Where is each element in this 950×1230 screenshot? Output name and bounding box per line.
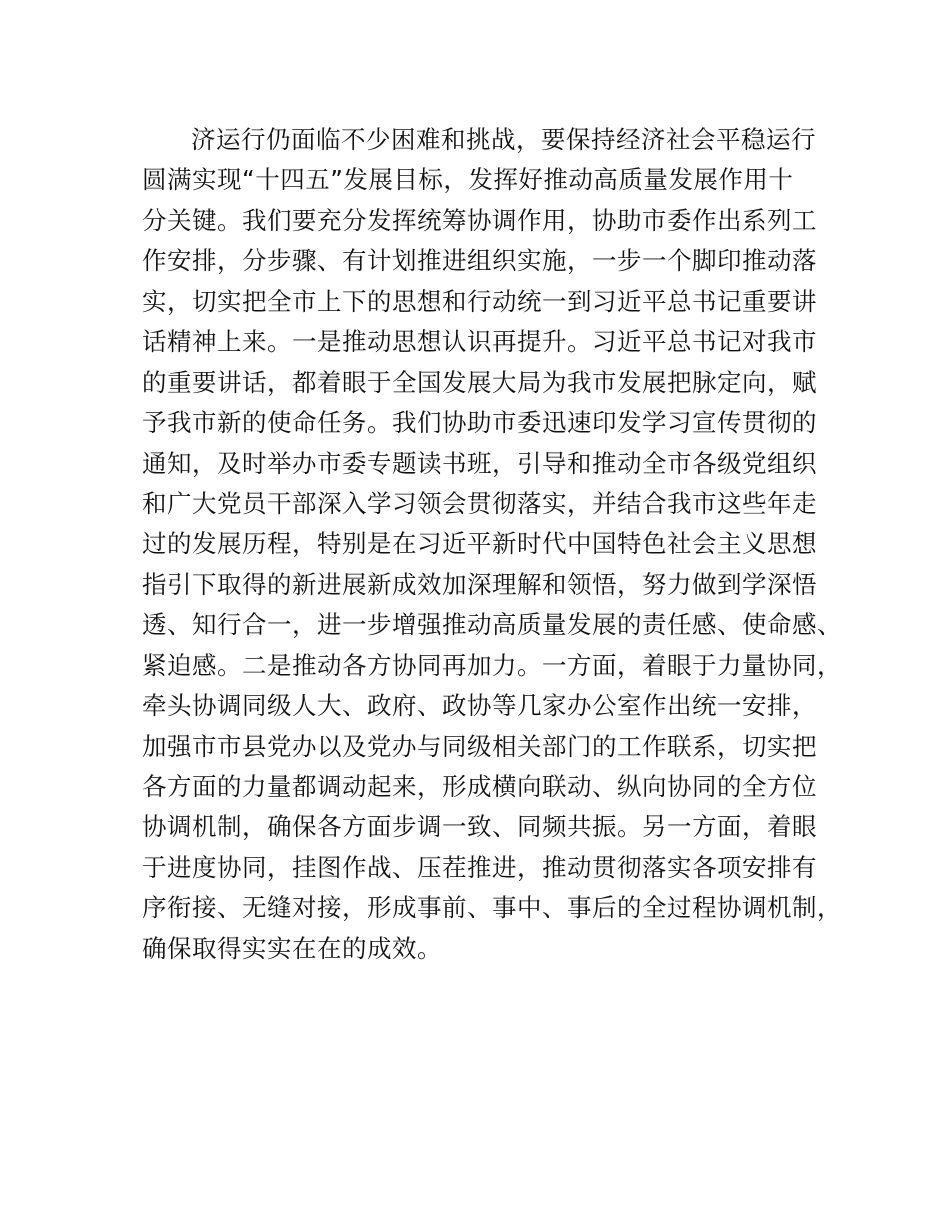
paragraph-line: 通知，及时举办市委专题读书班，引导和推动全市各级党组织 — [142, 448, 817, 478]
body-paragraph — [142, 120, 842, 969]
paragraph-line: 分关键。我们要充分发挥统筹协调作用，协助市委作出系列工 — [142, 205, 817, 235]
paragraph-line: 透、知行合一，进一步增强推动高质量发展的责任感、使命感、 — [142, 610, 842, 640]
paragraph-line: 话精神上来。一是推动思想认识再提升。习近平总书记对我市 — [142, 327, 817, 357]
paragraph-line: 的重要讲话，都着眼于全国发展大局为我市发展把脉定向，赋 — [142, 367, 817, 397]
paragraph-line: 作安排，分步骤、有计划推进组织实施，一步一个脚印推动落 — [142, 246, 817, 276]
paragraph-line: 过的发展历程，特别是在习近平新时代中国特色社会主义思想 — [142, 529, 817, 559]
paragraph-line: 和广大党员干部深入学习领会贯彻落实，并结合我市这些年走 — [142, 488, 817, 518]
paragraph-line: 序衔接、无缝对接，形成事前、事中、事后的全过程协调机制， — [142, 893, 842, 923]
paragraph-line: 于进度协同，挂图作战、压茬推进，推动贯彻落实各项安排有 — [142, 852, 817, 882]
paragraph-line: 牵头协调同级人大、政府、政协等几家办公室作出统一安排， — [142, 691, 817, 721]
paragraph-line: 实，切实把全市上下的思想和行动统一到习近平总书记重要讲 — [142, 286, 817, 316]
paragraph-line: 确保取得实实在在的成效。 — [142, 933, 442, 963]
paragraph-line: 济运行仍面临不少困难和挑战，要保持经济社会平稳运行 — [191, 125, 816, 154]
paragraph-line: 予我市新的使命任务。我们协助市委迅速印发学习宣传贯彻的 — [142, 408, 817, 438]
paragraph-line: 圆满实现“十四五”发展目标，发挥好推动高质量发展作用十 — [142, 165, 794, 195]
paragraph-line: 指引下取得的新进展新成效加深理解和领悟，努力做到学深悟 — [142, 569, 817, 599]
paragraph-line: 各方面的力量都调动起来，形成横向联动、纵向协同的全方位 — [142, 772, 817, 801]
paragraph-line: 加强市市县党办以及党办与同级相关部门的工作联系，切实把 — [142, 731, 817, 761]
paragraph-line: 协调机制，确保各方面步调一致、同频共振。另一方面，着眼 — [142, 812, 817, 842]
paragraph-line: 紧迫感。二是推动各方协同再加力。一方面，着眼于力量协同， — [142, 650, 842, 680]
